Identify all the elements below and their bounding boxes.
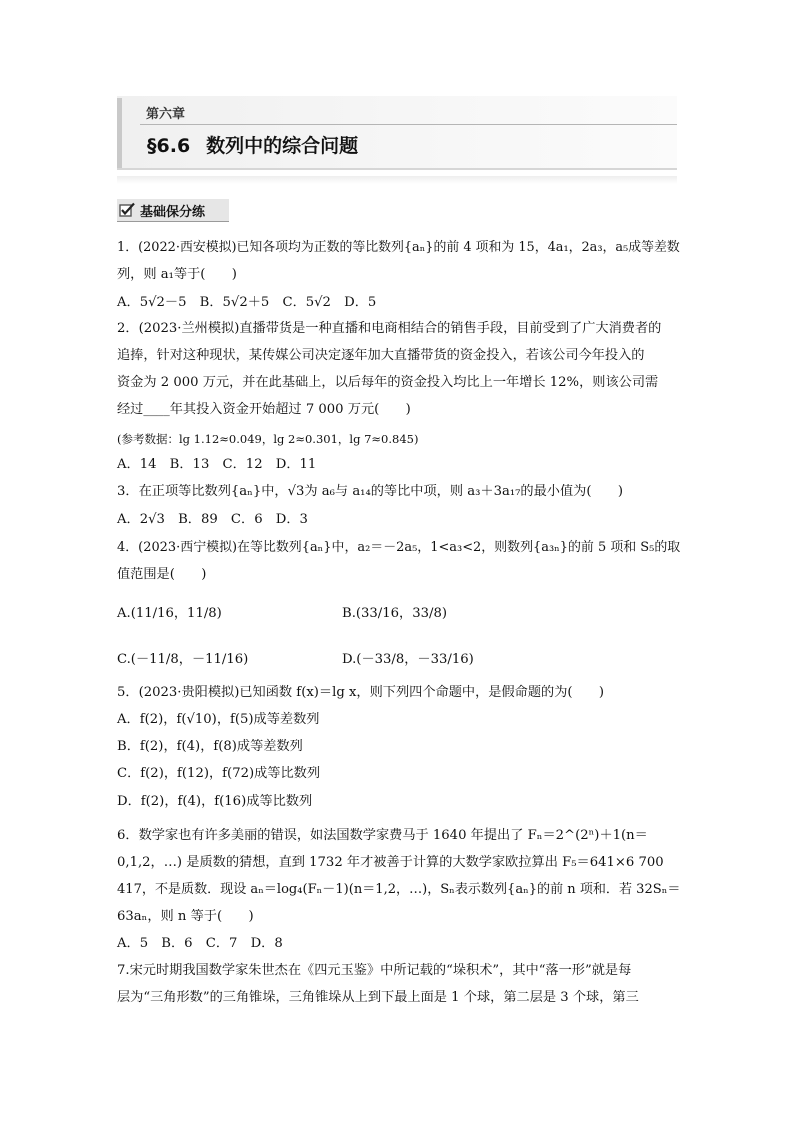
q2-line-3: 资金为 2 000 万元，并在此基础上，以后每年的资金投入均比上一年增长 12%，则该公司需: [117, 375, 659, 390]
q4-line-1: 4．(2023·西宁模拟)在等比数列{aₙ}中，a₂＝－2a₅，1<a₃<2，则数列{a₃ₙ}的前 5 项和 S₅的取: [117, 540, 681, 555]
section-title-text: 数列中的综合问题: [206, 135, 359, 157]
q6-line-3: 417，不是质数．现设 aₙ＝log₄(Fₙ－1)(n＝1,2，…)，Sₙ表示数列{aₙ}的前 n 项和．若 32Sₙ＝: [117, 882, 681, 897]
q5-option-d: D．f(2)，f(4)，f(16)成等比数列: [117, 794, 313, 809]
q2-line-4: 经过____年其投入资金开始超过 7 000 万元( ): [117, 402, 411, 417]
q2-line-1: 2．(2023·兰州模拟)直播带货是一种直播和电商相结合的销售手段，目前受到了广大消费者的: [117, 321, 662, 336]
subsection-title: 基础保分练: [140, 205, 206, 220]
q4-line-2: 值范围是( ): [117, 567, 207, 582]
q7-line-1: 7.宋元时期我国数学家朱世杰在《四元玉鉴》中所记载的“垛积术”，其中“落一形”就是每: [117, 963, 632, 978]
q1-line-1: 1．(2022·西安模拟)已知各项均为正数的等比数列{aₙ}的前 4 项和为 15，4a₁，2a₃，a₅成等差数: [117, 240, 680, 255]
q5-line-1: 5．(2023·贵阳模拟)已知函数 f(x)＝lg x，则下列四个命题中，是假命题的为( ): [117, 685, 605, 700]
q6-line-4: 63aₙ，则 n 等于( ): [117, 909, 254, 924]
chapter-band-border: [117, 168, 677, 170]
q3-options: A．2√3 B．89 C．6 D．3: [117, 512, 308, 527]
q5-option-c: C．f(2)，f(12)，f(72)成等比数列: [117, 766, 321, 781]
q1-options: A．5√2－5 B．5√2＋5 C．5√2 D．5: [117, 295, 377, 310]
q4-option-c: C.(－11/8，－11/16): [117, 652, 249, 667]
section-number: §6.6: [147, 135, 191, 157]
q6-line-2: 0,1,2，…) 是质数的猜想，直到 1732 年才被善于计算的大数学家欧拉算出 F₅＝641×6 700: [117, 855, 664, 870]
chapter-divider: [140, 124, 677, 125]
chapter-accent-bar: [117, 98, 122, 168]
q4-option-a: A.(11/16，11/8): [117, 606, 222, 621]
chapter-band-shadow: [117, 176, 677, 184]
q7-line-2: 层为“三角形数”的三角锥垛，三角锥垛从上到下最上面是 1 个球，第二层是 3 个球，第三: [117, 990, 639, 1005]
chapter-label: 第六章: [146, 107, 186, 122]
q4-option-d: D.(－33/8，－33/16): [342, 652, 474, 667]
q1-line-2: 列，则 a₁等于( ): [117, 267, 237, 282]
q6-line-1: 6．数学家也有许多美丽的错误，如法国数学家费马于 1640 年提出了 Fₙ＝2^(2ⁿ)＋1(n＝: [117, 828, 648, 843]
subsection-underline: [117, 221, 229, 222]
q6-options: A．5 B．6 C．7 D．8: [117, 936, 283, 951]
q3-line-1: 3．在正项等比数列{aₙ}中，√3为 a₆与 a₁₄的等比中项，则 a₃＋3a₁₇的最小值为( ): [117, 484, 624, 499]
q5-option-b: B．f(2)，f(4)，f(8)成等差数列: [117, 739, 303, 754]
q2-reference-data: (参考数据：lg 1.12≈0.049，lg 2≈0.301，lg 7≈0.845): [117, 432, 419, 446]
q5-option-a: A．f(2)，f(√10)，f(5)成等差数列: [117, 712, 320, 727]
q2-options: A．14 B．13 C．12 D．11: [117, 457, 317, 472]
section-title: [147, 131, 358, 158]
q4-option-b: B.(33/16，33/8): [342, 606, 447, 621]
check-square-icon: [119, 202, 135, 217]
q2-line-2: 追捧，针对这种现状，某传媒公司决定逐年加大直播带货的资金投入，若该公司今年投入的: [117, 348, 645, 363]
